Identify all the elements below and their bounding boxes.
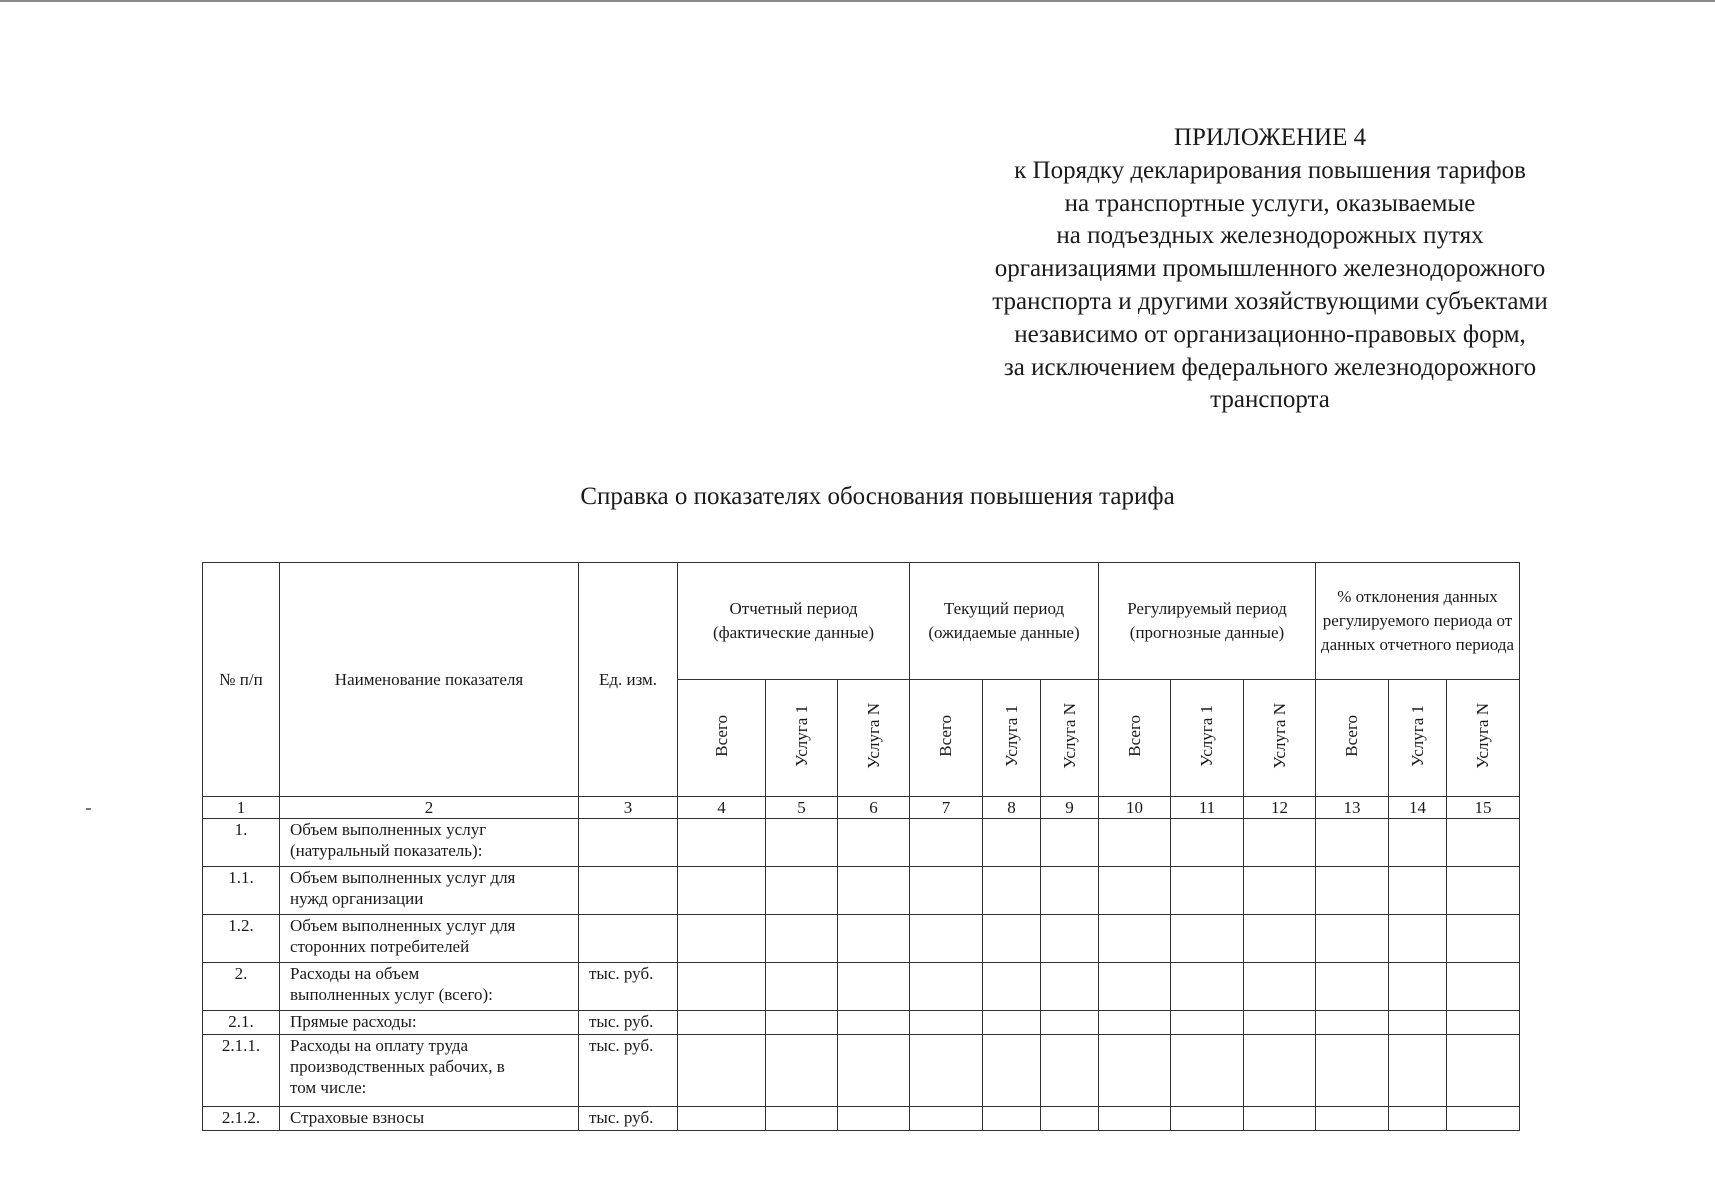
column-number: 8 [983, 797, 1041, 819]
indicator-name [280, 1107, 579, 1131]
unit-of-measure: тыс. руб. [579, 1011, 678, 1035]
value-cell[interactable] [838, 1107, 910, 1131]
indicator-name-line: Прямые расходы: [290, 1012, 417, 1031]
value-cell[interactable] [1041, 915, 1099, 963]
appendix-line: на подъездных железнодорожных путях [1056, 222, 1484, 250]
value-cell[interactable] [1041, 819, 1099, 867]
indicator-name [280, 1035, 579, 1107]
value-cell[interactable] [1447, 1107, 1520, 1131]
indicator-name-line: Страховые взносы [290, 1108, 425, 1127]
value-cell[interactable] [983, 963, 1041, 1011]
subheader-service-1 [1171, 680, 1244, 797]
value-cell[interactable] [1041, 867, 1099, 915]
column-number: 7 [910, 797, 983, 819]
column-number: 2 [280, 797, 579, 819]
subheader-label: Услуга N [1059, 702, 1079, 769]
value-cell[interactable] [1171, 819, 1244, 867]
value-cell[interactable] [678, 1035, 766, 1107]
value-cell[interactable] [910, 1011, 983, 1035]
value-cell[interactable] [1244, 1107, 1316, 1131]
subheader-service-n [1244, 680, 1316, 797]
indicator-name [280, 915, 579, 963]
indicator-name [280, 819, 579, 867]
indicator-name [280, 867, 579, 915]
value-cell[interactable] [1171, 1035, 1244, 1107]
appendix-line: независимо от организационно-правовых форм, [1014, 320, 1526, 348]
value-cell[interactable] [1316, 867, 1389, 915]
indicator-name-line: том числе: [290, 1078, 367, 1097]
value-cell[interactable] [678, 819, 766, 867]
indicator-name-line: нужд организации [290, 889, 424, 908]
row-number: 2.1.2. [203, 1107, 280, 1131]
value-cell[interactable] [1316, 819, 1389, 867]
header-row-groups [203, 563, 1520, 680]
appendix-line: за исключением федерального железнодорожного [1003, 353, 1537, 381]
value-cell[interactable] [1171, 915, 1244, 963]
subheader-service-1 [1389, 680, 1447, 797]
value-cell[interactable] [1389, 963, 1447, 1011]
value-cell[interactable] [1099, 915, 1171, 963]
value-cell[interactable] [1244, 1035, 1316, 1107]
column-number: 11 [1171, 797, 1244, 819]
value-cell[interactable] [1389, 1035, 1447, 1107]
appendix-line: к Порядку декларирования повышения тарифов [1014, 156, 1526, 184]
row-number: 2.1.1. [203, 1035, 280, 1107]
value-cell[interactable] [1316, 1035, 1389, 1107]
value-cell[interactable] [1171, 867, 1244, 915]
subheader-label: Услуга 1 [1001, 704, 1021, 767]
value-cell[interactable] [910, 819, 983, 867]
value-cell[interactable] [678, 1107, 766, 1131]
value-cell[interactable] [1244, 819, 1316, 867]
column-number: 15 [1447, 797, 1520, 819]
value-cell[interactable] [1389, 915, 1447, 963]
header-current-period: Текущий период (ожидаемые данные) [910, 563, 1099, 680]
indicator-name-line: выполненных услуг (всего): [290, 985, 493, 1004]
column-number: 14 [1389, 797, 1447, 819]
row-number: 2. [203, 963, 280, 1011]
value-cell[interactable] [983, 1011, 1041, 1035]
subheader-service-1 [766, 680, 838, 797]
value-cell[interactable] [678, 915, 766, 963]
appendix-line: организациями промышленного железнодорожного [994, 255, 1546, 283]
indicator-name [280, 963, 579, 1011]
value-cell[interactable] [838, 1011, 910, 1035]
value-cell[interactable] [1389, 867, 1447, 915]
subheader-service-n [838, 680, 910, 797]
indicator-name-line: производственных рабочих, в [290, 1057, 505, 1076]
header-number: № п/п [203, 563, 280, 797]
value-cell[interactable] [1041, 963, 1099, 1011]
document-title: Справка о показателях обоснования повышения тарифа [580, 483, 1175, 510]
header-reporting-period: Отчетный период (фактические данные) [678, 563, 910, 680]
value-cell[interactable] [1099, 963, 1171, 1011]
value-cell[interactable] [910, 915, 983, 963]
value-cell[interactable] [838, 963, 910, 1011]
value-cell[interactable] [910, 1035, 983, 1107]
value-cell[interactable] [1171, 963, 1244, 1011]
subheader-label: Услуга N [1269, 702, 1289, 769]
subheader-label: Услуга 1 [1407, 704, 1427, 767]
unit-of-measure: тыс. руб. [579, 963, 678, 1011]
column-number: 9 [1041, 797, 1099, 819]
column-number: 13 [1316, 797, 1389, 819]
value-cell[interactable] [1316, 915, 1389, 963]
value-cell[interactable] [1244, 915, 1316, 963]
value-cell[interactable] [1316, 1011, 1389, 1035]
value-cell[interactable] [983, 1107, 1041, 1131]
value-cell[interactable] [1041, 1035, 1099, 1107]
subheader-total [678, 680, 766, 797]
subheader-total [1316, 680, 1389, 797]
value-cell[interactable] [766, 1107, 838, 1131]
column-number: 12 [1244, 797, 1316, 819]
column-number: 6 [838, 797, 910, 819]
value-cell[interactable] [983, 867, 1041, 915]
subheader-label: Услуга N [1473, 702, 1492, 769]
row-number: 2.1. [203, 1011, 280, 1035]
appendix-line: ПРИЛОЖЕНИЕ 4 [1173, 124, 1367, 151]
value-cell[interactable] [1244, 1011, 1316, 1035]
value-cell[interactable] [1099, 867, 1171, 915]
column-number: 1 [203, 797, 280, 819]
value-cell[interactable] [1244, 867, 1316, 915]
value-cell[interactable] [678, 963, 766, 1011]
value-cell[interactable] [678, 867, 766, 915]
table-row [203, 867, 1520, 915]
subheader-total [1099, 680, 1171, 797]
value-cell[interactable] [1389, 819, 1447, 867]
indicator-name-line: Расходы на оплату труда [290, 1036, 469, 1055]
indicator-name-line: Объем выполненных услуг для [290, 868, 516, 887]
value-cell[interactable] [910, 1107, 983, 1131]
value-cell[interactable] [1244, 963, 1316, 1011]
row-number: 1.2. [203, 915, 280, 963]
table-row [203, 1011, 1520, 1035]
table-row [203, 963, 1520, 1011]
indicator-name-line: Объем выполненных услуг для [290, 916, 516, 935]
value-cell[interactable] [1389, 1011, 1447, 1035]
top-border-line [0, 0, 1715, 2]
column-number: 3 [579, 797, 678, 819]
value-cell[interactable] [1316, 1107, 1389, 1131]
column-number: 10 [1099, 797, 1171, 819]
value-cell[interactable] [1041, 1107, 1099, 1131]
unit-of-measure [579, 819, 678, 867]
subheader-label: Всего [711, 714, 731, 757]
subheader-service-n [1447, 680, 1520, 797]
value-cell[interactable] [1099, 1035, 1171, 1107]
appendix-line: транспорта и другими хозяйствующими субъектами [992, 287, 1548, 315]
subheader-label: Всего [1342, 714, 1361, 757]
subheader-label: Всего [1124, 714, 1144, 757]
unit-of-measure: тыс. руб. [579, 1107, 678, 1131]
column-number: 5 [766, 797, 838, 819]
value-cell[interactable] [838, 819, 910, 867]
row-number: 1. [203, 819, 280, 867]
scan-speck [86, 808, 91, 810]
appendix-heading [930, 122, 1610, 417]
column-number: 4 [678, 797, 766, 819]
table-row [203, 915, 1520, 963]
value-cell[interactable] [1447, 963, 1520, 1011]
value-cell[interactable] [766, 963, 838, 1011]
value-cell[interactable] [838, 915, 910, 963]
appendix-line: транспорта [1210, 386, 1330, 414]
value-cell[interactable] [983, 819, 1041, 867]
table-row [203, 1107, 1520, 1131]
value-cell[interactable] [910, 867, 983, 915]
indicator-name-line: сторонних потребителей [290, 937, 470, 956]
value-cell[interactable] [1099, 819, 1171, 867]
value-cell[interactable] [766, 1011, 838, 1035]
value-cell[interactable] [1389, 1107, 1447, 1131]
value-cell[interactable] [1041, 1011, 1099, 1035]
header-name: Наименование показателя [280, 563, 579, 797]
value-cell[interactable] [1171, 1011, 1244, 1035]
subheader-service-n [1041, 680, 1099, 797]
subheader-service-1 [983, 680, 1041, 797]
value-cell[interactable] [766, 867, 838, 915]
value-cell[interactable] [1171, 1107, 1244, 1131]
value-cell[interactable] [766, 915, 838, 963]
table-row [203, 819, 1520, 867]
value-cell[interactable] [1447, 1035, 1520, 1107]
value-cell[interactable] [838, 867, 910, 915]
value-cell[interactable] [838, 1035, 910, 1107]
value-cell[interactable] [983, 1035, 1041, 1107]
header-unit: Ед. изм. [579, 563, 678, 797]
value-cell[interactable] [1447, 915, 1520, 963]
header-deviation-percent: % отклонения данных регулируемого периода от данных отчетного периода [1316, 563, 1520, 680]
row-number: 1.1. [203, 867, 280, 915]
indicator-name-line: (натуральный показатель): [290, 841, 483, 860]
column-number-row [203, 797, 1520, 819]
value-cell[interactable] [1316, 963, 1389, 1011]
value-cell[interactable] [1099, 1107, 1171, 1131]
value-cell[interactable] [1447, 867, 1520, 915]
indicator-name-line: Объем выполненных услуг [290, 820, 487, 839]
value-cell[interactable] [910, 963, 983, 1011]
header-regulated-period: Регулируемый период (прогнозные данные) [1099, 563, 1316, 680]
unit-of-measure [579, 867, 678, 915]
table-row [203, 1035, 1520, 1107]
value-cell[interactable] [678, 1011, 766, 1035]
subheader-label: Услуга 1 [1197, 704, 1216, 767]
value-cell[interactable] [766, 819, 838, 867]
value-cell[interactable] [1099, 1011, 1171, 1035]
value-cell[interactable] [983, 915, 1041, 963]
unit-of-measure: тыс. руб. [579, 1035, 678, 1107]
indicator-name-line: Расходы на объем [290, 964, 420, 983]
unit-of-measure [579, 915, 678, 963]
value-cell[interactable] [766, 1035, 838, 1107]
subheader-label: Услуга 1 [791, 704, 811, 767]
subheader-total [910, 680, 983, 797]
appendix-line: на транспортные услуги, оказываемые [1064, 189, 1476, 217]
subheader-label: Всего [936, 714, 955, 757]
indicators-table [202, 562, 1520, 1131]
value-cell[interactable] [1447, 1011, 1520, 1035]
indicator-name [280, 1011, 579, 1035]
value-cell[interactable] [1447, 819, 1520, 867]
subheader-label: Услуга N [863, 702, 883, 769]
